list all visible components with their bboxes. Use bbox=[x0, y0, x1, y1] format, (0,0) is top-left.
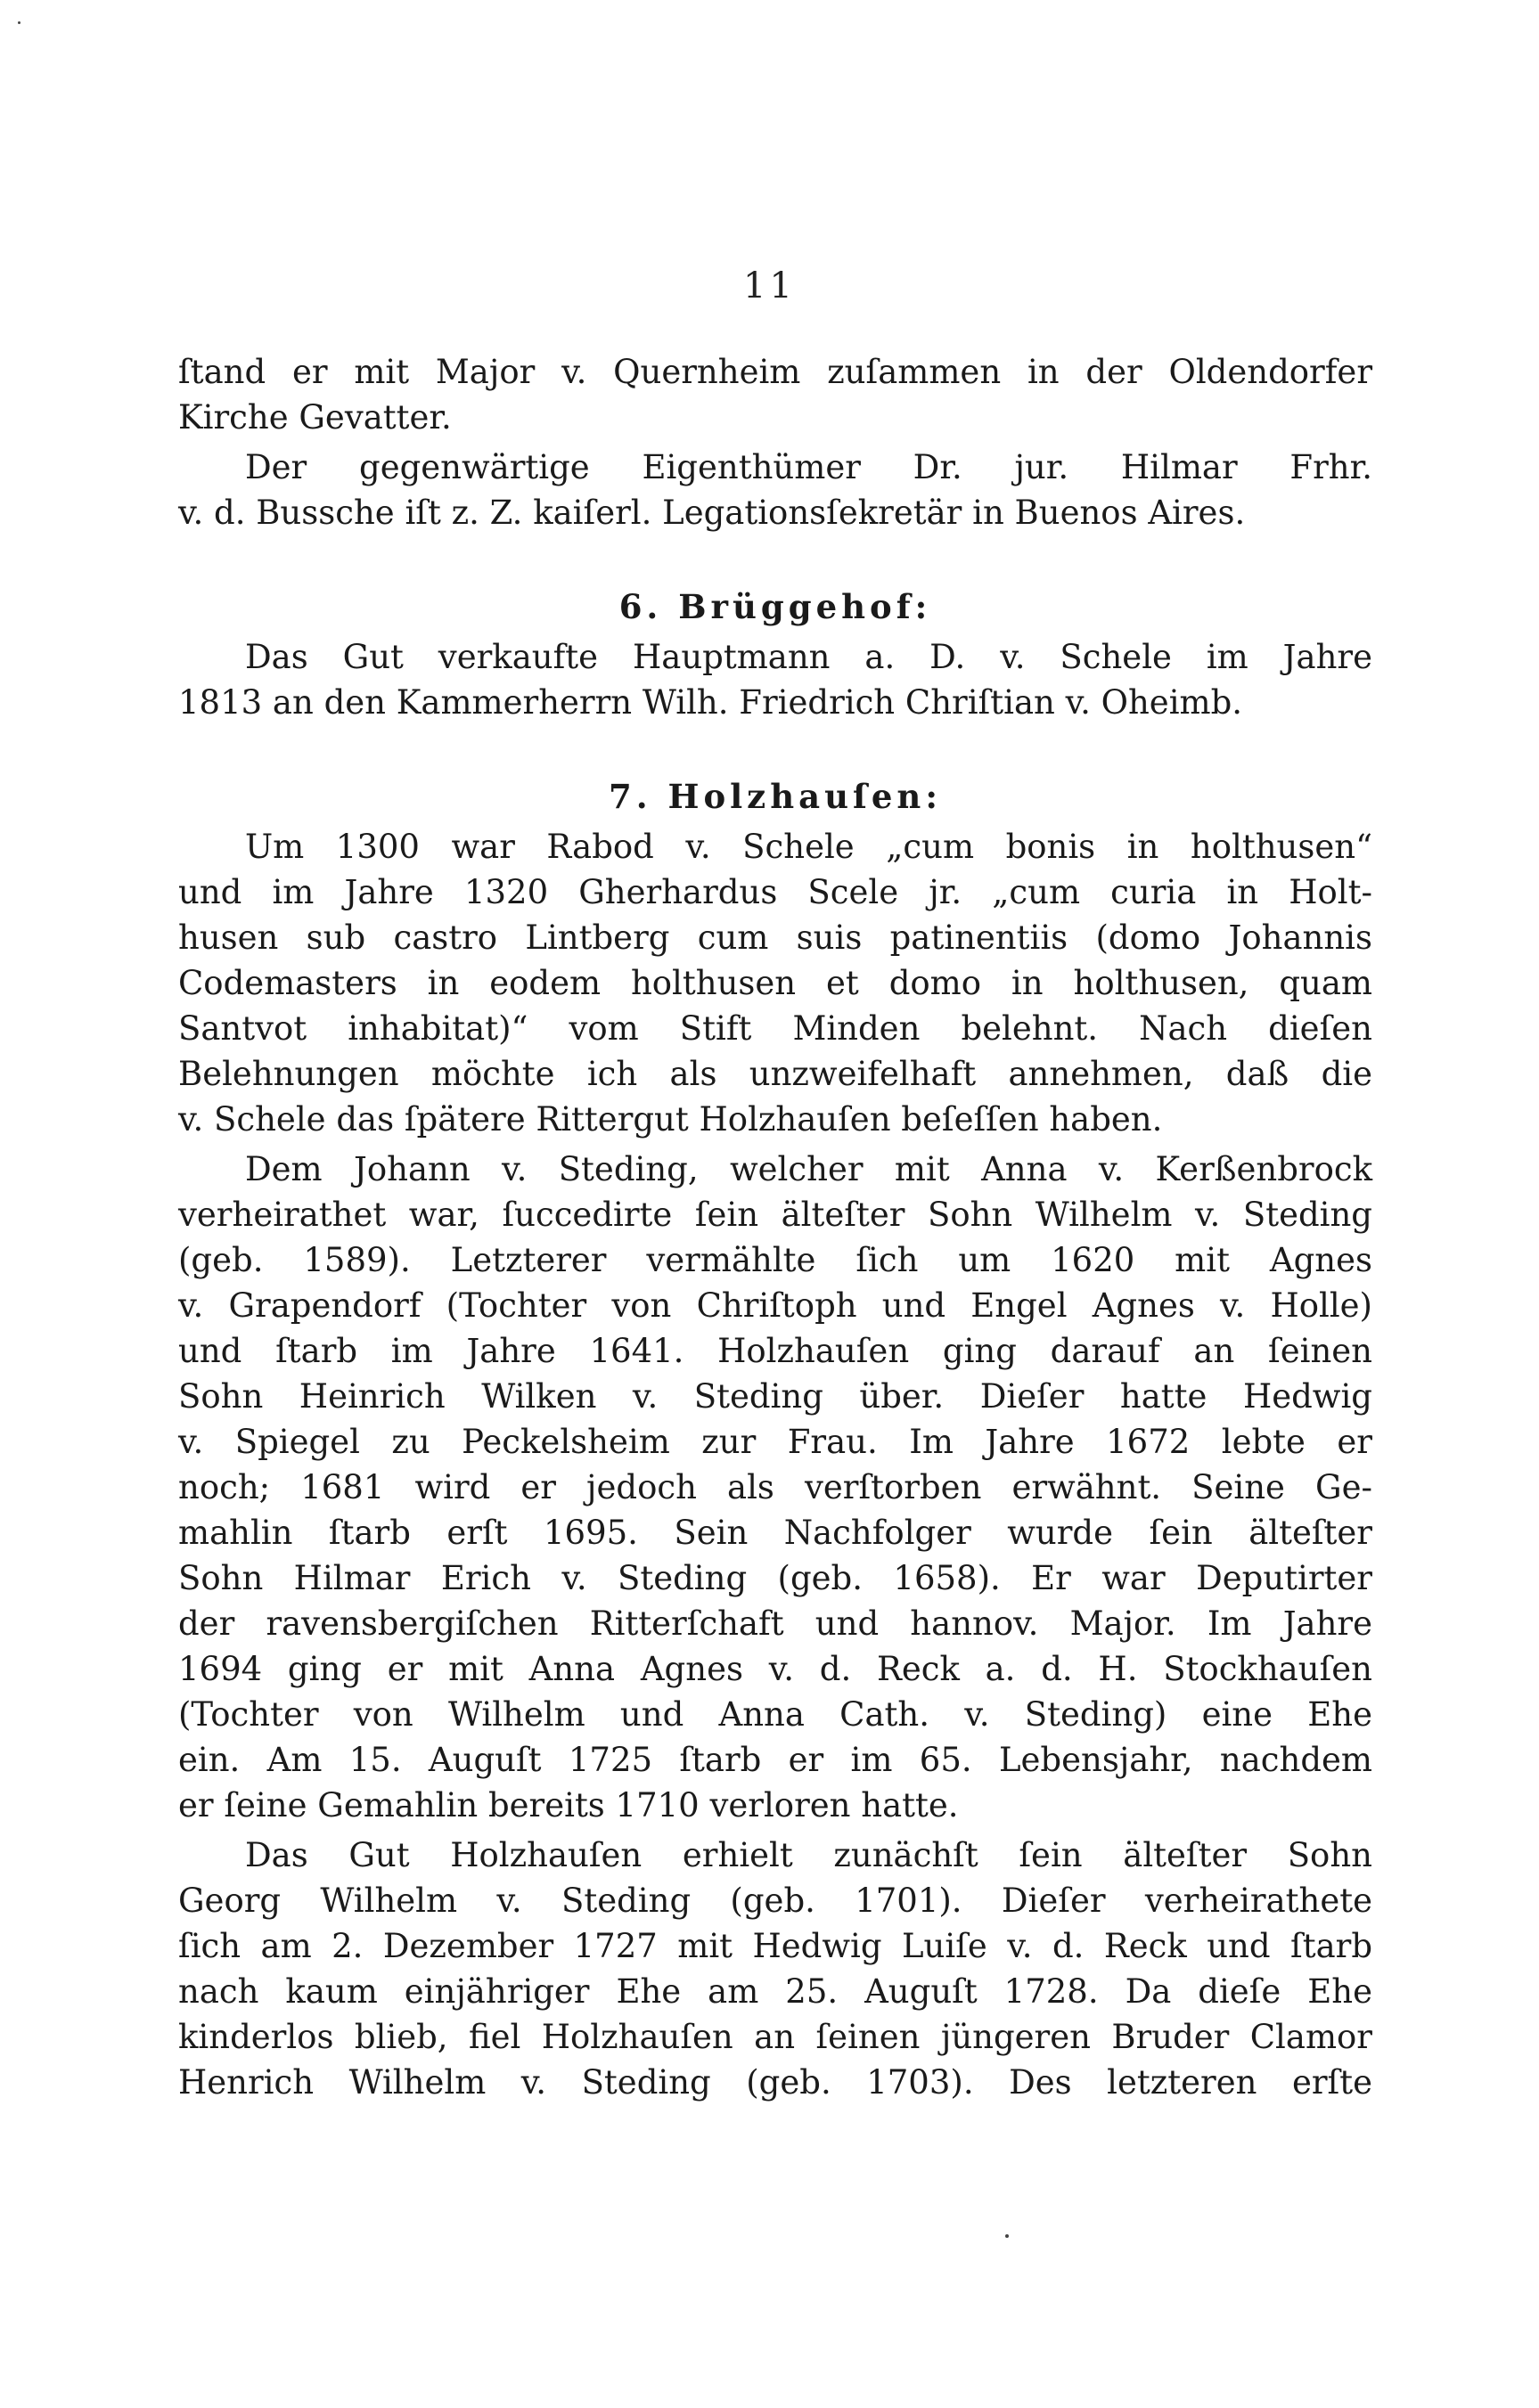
text-line: er ſeine Gemahlin bereits 1710 verloren hatte. bbox=[178, 1786, 959, 1824]
text-line: Kirche Gevatter. bbox=[178, 398, 452, 437]
text-line: Sohn Hilmar Erich v. Steding (geb. 1658). Er war Deputirter bbox=[178, 1559, 1372, 1597]
text-line: v. Spiegel zu Peckelsheim zur Frau. Im Jahre 1672 lebte er bbox=[178, 1423, 1372, 1461]
text-line: Das Gut verkaufte Hauptmann a. D. v. Schele im Jahre bbox=[245, 638, 1372, 676]
text-line: verheirathet war, ſuccedirte ſein älteſter Sohn Wilhelm v. Steding bbox=[178, 1196, 1372, 1234]
text-line: v. Grapendorf (Tochter von Chriſtoph und Engel Agnes v. Holle) bbox=[178, 1286, 1372, 1325]
text-line: Um 1300 war Rabod v. Schele „cum bonis in holthusen“ bbox=[245, 828, 1372, 866]
text-line: Henrich Wilhelm v. Steding (geb. 1703). Des letzteren erſte bbox=[178, 2063, 1372, 2102]
paragraph-holzhausen-3 bbox=[178, 1833, 1372, 2105]
paragraph-continuation bbox=[178, 349, 1372, 440]
paragraph-holzhausen-1 bbox=[178, 824, 1372, 1142]
text-line: 1813 an den Kammerherrn Wilh. Friedrich Chriſtian v. Oheimb. bbox=[178, 683, 1243, 722]
text-line: nach kaum einjähriger Ehe am 25. Auguſt 1728. Da dieſe Ehe bbox=[178, 1972, 1372, 2011]
section-heading-holzhausen: 7. Holzhauſen: bbox=[608, 777, 942, 816]
text-line: und im Jahre 1320 Gherhardus Scele jr. „cum curia in Holt- bbox=[178, 873, 1372, 911]
text-line: mahlin ſtarb erſt 1695. Sein Nachfolger wurde ſein älteſter bbox=[178, 1514, 1372, 1552]
text-line: Der gegenwärtige Eigenthümer Dr. jur. Hilmar Frhr. bbox=[245, 448, 1372, 486]
speck-mark bbox=[18, 21, 20, 24]
text-line: v. d. Bussche iſt z. Z. kaiſerl. Legationsſekretär in Buenos Aires. bbox=[178, 494, 1246, 532]
text-line: (Tochter von Wilhelm und Anna Cath. v. Steding) eine Ehe bbox=[178, 1695, 1372, 1734]
text-line: Santvot inhabitat)“ vom Stift Minden belehnt. Nach dieſen bbox=[178, 1009, 1372, 1048]
speck-mark bbox=[1005, 2234, 1009, 2238]
text-line: ſtand er mit Major v. Quernheim zuſammen in der Oldendorfer bbox=[178, 353, 1372, 391]
text-line: (geb. 1589). Letzterer vermählte ſich um 1620 mit Agnes bbox=[178, 1241, 1372, 1279]
text-line: 1694 ging er mit Anna Agnes v. d. Reck a. d. H. Stockhauſen bbox=[178, 1650, 1372, 1688]
text-line: der ravensbergiſchen Ritterſchaft und hannov. Major. Im Jahre bbox=[178, 1604, 1372, 1643]
body-text bbox=[178, 349, 1372, 2105]
paragraph-owner bbox=[178, 445, 1372, 535]
section-heading-brueggehof: 6. Brüggehof: bbox=[618, 587, 932, 626]
text-line: ſich am 2. Dezember 1727 mit Hedwig Luiſe v. d. Reck und ſtarb bbox=[178, 1927, 1372, 1965]
text-line: Dem Johann v. Steding, welcher mit Anna v. Kerßenbrock bbox=[245, 1150, 1372, 1188]
text-line: Belehnungen möchte ich als unzweifelhaft annehmen, daß die bbox=[178, 1055, 1372, 1093]
paragraph-holzhausen-2 bbox=[178, 1147, 1372, 1828]
text-line: kinderlos blieb, fiel Holzhauſen an ſeinen jüngeren Bruder Clamor bbox=[178, 2018, 1372, 2056]
text-line: v. Schele das ſpätere Rittergut Holzhauſen beſeſſen haben. bbox=[178, 1100, 1163, 1139]
text-line: husen sub castro Lintberg cum suis patinentiis (domo Johannis bbox=[178, 918, 1372, 957]
paragraph-brueggehof bbox=[178, 634, 1372, 725]
text-line: ein. Am 15. Auguſt 1725 ſtarb er im 65. Lebensjahr, nachdem bbox=[178, 1741, 1372, 1779]
text-line: noch; 1681 wird er jedoch als verſtorben erwähnt. Seine Ge- bbox=[178, 1468, 1372, 1506]
text-line: Das Gut Holzhauſen erhielt zunächſt ſein älteſter Sohn bbox=[245, 1836, 1372, 1874]
text-line: Georg Wilhelm v. Steding (geb. 1701). Dieſer verheirathete bbox=[178, 1882, 1372, 1920]
text-line: Sohn Heinrich Wilken v. Steding über. Dieſer hatte Hedwig bbox=[178, 1377, 1372, 1416]
text-line: Codemasters in eodem holthusen et domo in holthusen, quam bbox=[178, 964, 1372, 1002]
text-line: und ſtarb im Jahre 1641. Holzhauſen ging darauf an ſeinen bbox=[178, 1332, 1372, 1370]
page-number: 11 bbox=[743, 265, 796, 306]
